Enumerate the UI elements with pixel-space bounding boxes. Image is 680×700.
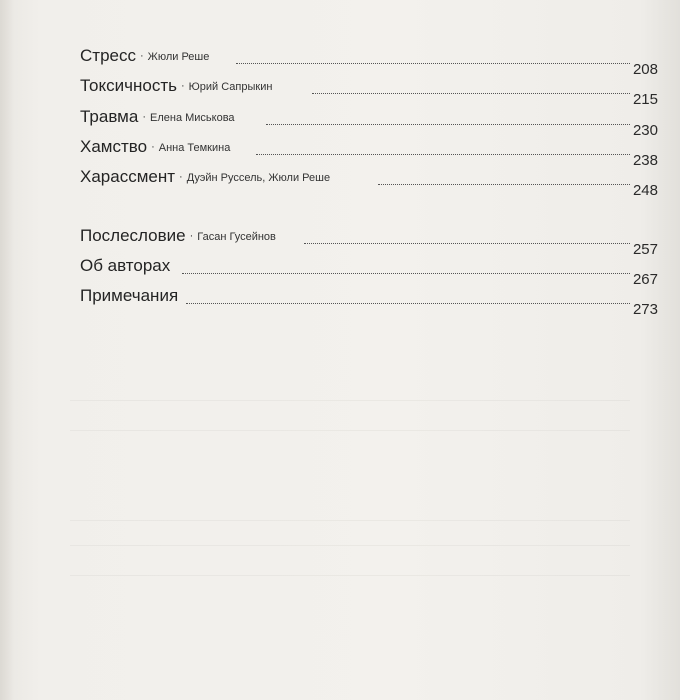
bleed-through-line bbox=[70, 520, 630, 521]
bleed-through-line bbox=[70, 400, 630, 401]
toc-entry-title: Стресс bbox=[80, 46, 136, 65]
toc-entry-line bbox=[80, 137, 230, 158]
dot-leader bbox=[378, 184, 630, 185]
dot-leader bbox=[304, 243, 630, 244]
separator-dot: · bbox=[139, 50, 144, 62]
toc-entry-page: 248 bbox=[632, 182, 658, 199]
toc-entry-author: Гасан Гусейнов bbox=[197, 231, 276, 243]
separator-dot: · bbox=[151, 141, 155, 153]
toc-entry-line bbox=[80, 76, 272, 97]
bleed-through-line bbox=[70, 575, 630, 576]
toc-entry-title: Об авторах bbox=[80, 256, 171, 275]
dot-leader bbox=[266, 124, 630, 125]
separator-dot: · bbox=[189, 230, 194, 242]
toc-entry-page: 230 bbox=[632, 122, 658, 139]
toc-entry-title: Послесловие bbox=[80, 226, 186, 245]
toc-entry-page: 238 bbox=[632, 152, 658, 169]
separator-dot: · bbox=[142, 111, 146, 123]
toc-entry-title: Токсичность bbox=[80, 76, 177, 95]
toc-entry-page: 215 bbox=[632, 91, 658, 108]
toc-entry-line bbox=[80, 107, 235, 128]
toc-entry-author: Анна Темкина bbox=[158, 142, 231, 154]
toc-entry-line bbox=[80, 167, 330, 188]
dot-leader bbox=[236, 63, 630, 64]
toc-entry-line bbox=[80, 226, 276, 247]
toc-entry-page: 208 bbox=[632, 61, 658, 78]
bleed-through-line bbox=[70, 430, 630, 431]
toc-entry-author: Жюли Реше bbox=[147, 51, 210, 63]
toc-entry-title: Примечания bbox=[80, 286, 179, 305]
separator-dot: · bbox=[179, 171, 183, 183]
toc-entry-author: Дуэйн Руссель, Жюли Реше bbox=[186, 172, 331, 184]
toc-entry-line bbox=[80, 46, 209, 67]
dot-leader bbox=[312, 93, 630, 94]
dot-leader bbox=[182, 273, 630, 274]
toc-entry-author: Юрий Сапрыкин bbox=[188, 81, 273, 93]
bleed-through-line bbox=[70, 545, 630, 546]
toc-entry-line bbox=[80, 286, 178, 306]
toc-entry[interactable] bbox=[0, 286, 680, 326]
dot-leader bbox=[186, 303, 630, 304]
toc-entry[interactable] bbox=[0, 167, 680, 207]
toc-entry-title: Харассмент bbox=[80, 167, 176, 186]
toc-entry-page: 273 bbox=[632, 301, 658, 318]
toc-entry-author: Елена Миськова bbox=[150, 112, 235, 124]
toc-entry-page: 267 bbox=[632, 271, 658, 288]
separator-dot: · bbox=[180, 80, 185, 92]
toc-entry-title: Хамство bbox=[80, 137, 148, 156]
toc-entry-page: 257 bbox=[632, 241, 658, 258]
toc-entry-line bbox=[80, 256, 170, 276]
dot-leader bbox=[256, 154, 630, 155]
toc-entry-title: Травма bbox=[80, 107, 139, 126]
